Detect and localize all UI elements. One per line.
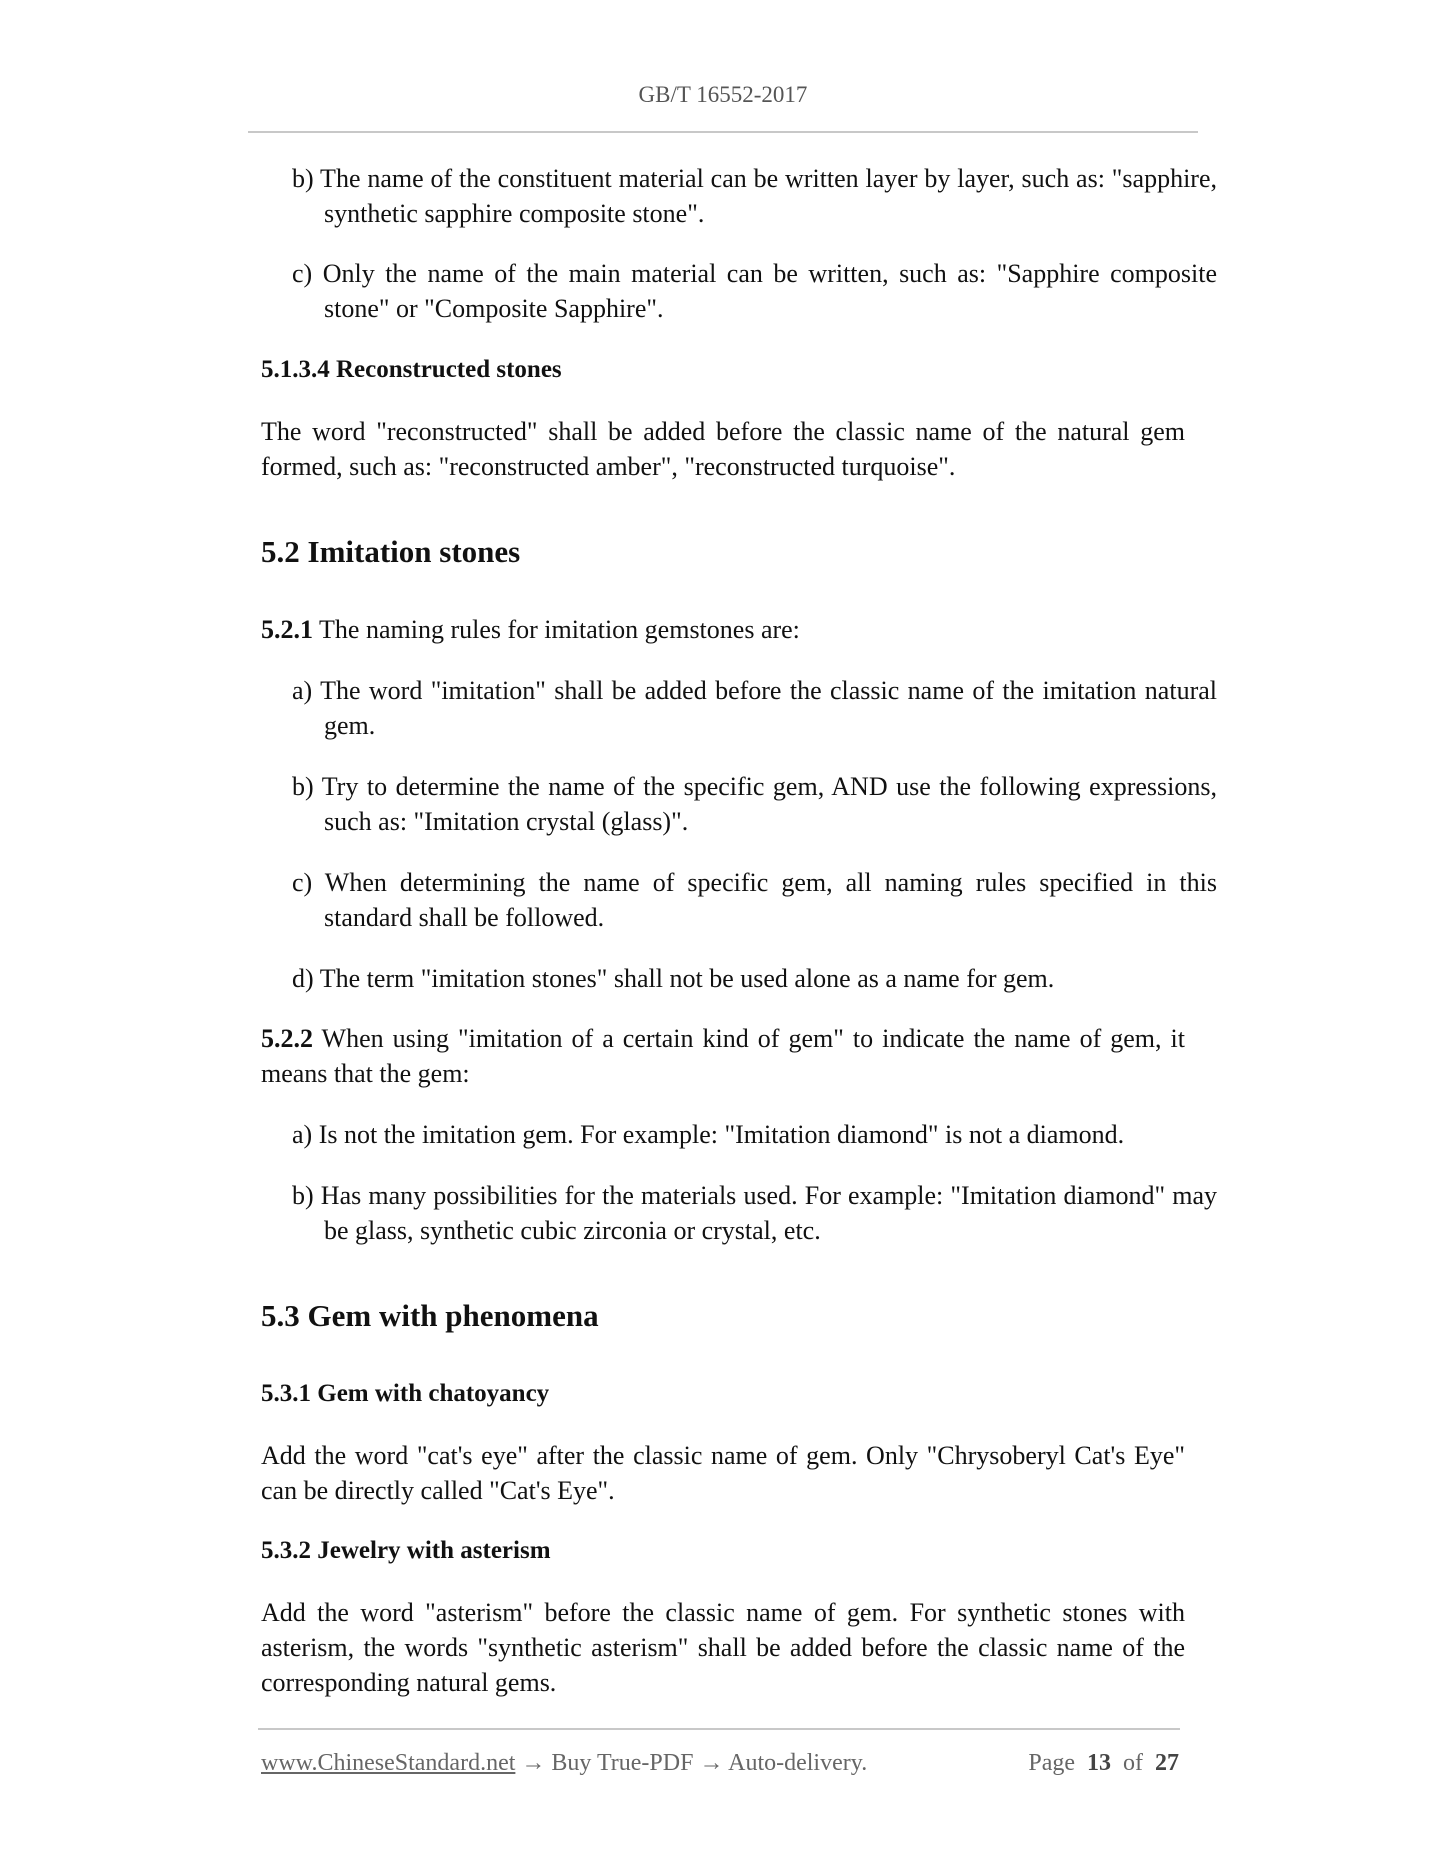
section-heading-5-1-3-4: 5.1.3.4 Reconstructed stones — [261, 356, 562, 383]
of-label: of — [1123, 1750, 1143, 1776]
section-heading-5-3: 5.3 Gem with phenomena — [261, 1298, 599, 1333]
page-total: 27 — [1155, 1750, 1179, 1776]
list-item: a) Is not the imitation gem. For example: "Imitation diamond" is not a diamond. — [292, 1120, 1125, 1149]
list-item: c) Only the name of the main material can be written, such as: "Sapphire composite stone" or "Composite Sapphire". — [292, 259, 1217, 323]
page-label: Page — [1028, 1750, 1075, 1776]
section-heading-5-3-2: 5.3.2 Jewelry with asterism — [261, 1537, 551, 1564]
list-item: b) Try to determine the name of the specific gem, AND use the following expressions, such as: "Imitation crystal (glass)". — [292, 772, 1217, 836]
page-header-title: GB/T 16552-2017 — [638, 82, 808, 107]
clause-number: 5.2.2 — [261, 1024, 313, 1053]
clause-text: The naming rules for imitation gemstones are: — [313, 615, 800, 644]
list-item: b) The name of the constituent material can be written layer by layer, such as: "sapphire, synthetic sapphire composite stone". — [292, 164, 1217, 228]
list-item: a) The word "imitation" shall be added before the classic name of the imitation natural gem. — [292, 676, 1217, 740]
clause-text: When using "imitation of a certain kind of gem" to indicate the name of gem, it means that the gem: — [261, 1024, 1185, 1088]
list-item: b) Has many possibilities for the materials used. For example: "Imitation diamond" may be glass, synthetic cubic zirconia or crystal, etc. — [292, 1181, 1217, 1245]
header-divider — [248, 131, 1198, 133]
website-link[interactable]: www.ChineseStandard.net — [261, 1750, 516, 1776]
footer-tagline: → Buy True-PDF → Auto-delivery. — [515, 1750, 868, 1776]
page-number: 13 — [1087, 1750, 1111, 1776]
footer-divider — [258, 1728, 1180, 1730]
section-heading-5-3-1: 5.3.1 Gem with chatoyancy — [261, 1380, 550, 1407]
page-counter — [1028, 1746, 1179, 1780]
list-item: c) When determining the name of specific gem, all naming rules specified in this standard shall be followed. — [292, 868, 1217, 932]
list-item: d) The term "imitation stones" shall not be used alone as a name for gem. — [292, 964, 1055, 993]
paragraph-5-2-2 — [261, 1021, 1185, 1091]
clause-number: 5.2.1 — [261, 615, 313, 644]
section-heading-5-2: 5.2 Imitation stones — [261, 534, 521, 569]
paragraph: The word "reconstructed" shall be added before the classic name of the natural gem formed, such as: "reconstructed amber", "reconstructed turquoise". — [261, 417, 1185, 481]
page-footer — [261, 1746, 1183, 1780]
paragraph-5-2-1 — [261, 612, 1185, 647]
paragraph: Add the word "asterism" before the classic name of gem. For synthetic stones with asterism, the words "synthetic asterism" shall be added before the classic name of the corresponding natural gems. — [261, 1598, 1185, 1697]
paragraph: Add the word "cat's eye" after the classic name of gem. Only "Chrysoberyl Cat's Eye" can be directly called "Cat's Eye". — [261, 1441, 1185, 1505]
